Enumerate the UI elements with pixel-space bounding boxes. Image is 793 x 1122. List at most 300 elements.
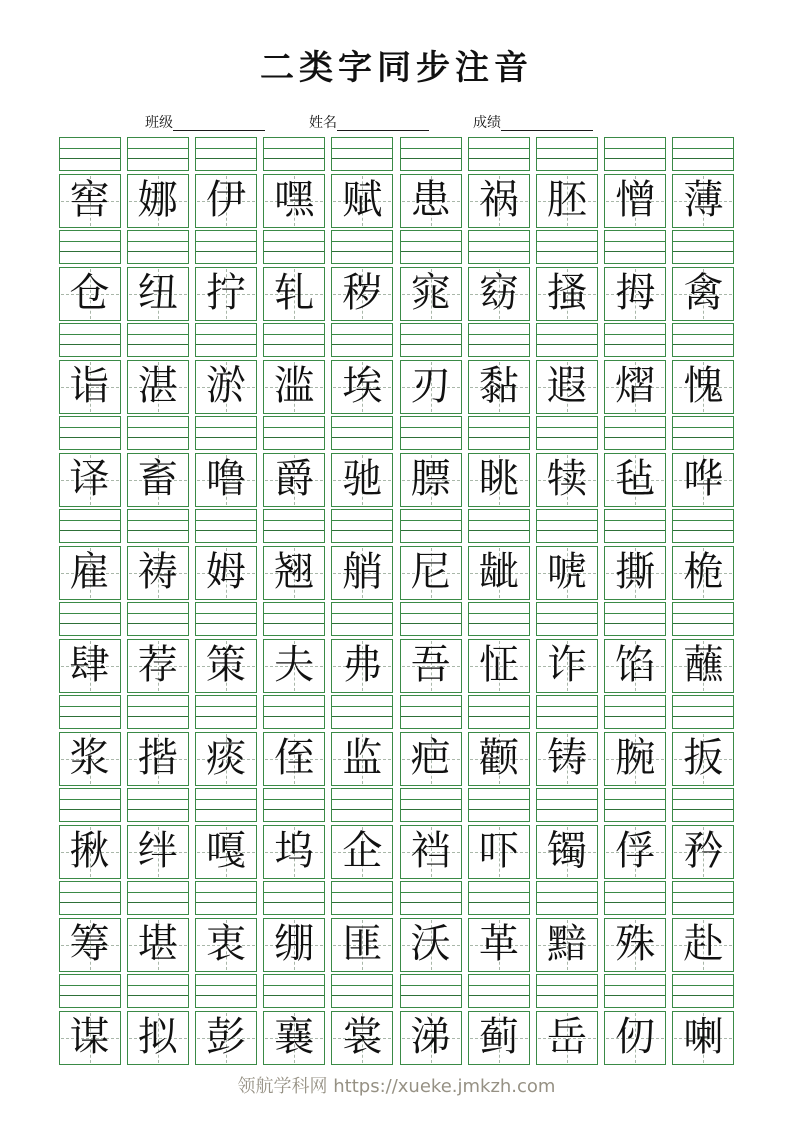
grid-cell (127, 974, 189, 1065)
character: 爵 (274, 456, 315, 502)
character: 喇 (683, 1014, 724, 1060)
pinyin-writing-box (604, 323, 666, 357)
pinyin-writing-box (263, 788, 325, 822)
character: 淤 (205, 363, 246, 409)
character: 匪 (342, 921, 383, 967)
grid-cell (672, 416, 734, 507)
grid-cell (536, 416, 598, 507)
character: 哗 (683, 456, 724, 502)
pinyin-writing-box (195, 416, 257, 450)
character: 侄 (274, 735, 315, 781)
character: 绊 (137, 828, 178, 874)
character-box (59, 453, 121, 507)
character-box (263, 732, 325, 786)
character-box (468, 918, 530, 972)
name-label: 姓名 (309, 115, 337, 131)
character: 荐 (137, 642, 178, 688)
character: 祷 (137, 549, 178, 595)
character: 驰 (342, 456, 383, 502)
character-box (263, 546, 325, 600)
character: 赴 (683, 921, 724, 967)
character-box (59, 1011, 121, 1065)
grid-cell (127, 788, 189, 879)
grid-cell (195, 695, 257, 786)
character-box (59, 267, 121, 321)
grid-cell (400, 323, 462, 414)
character-box (195, 1011, 257, 1065)
grid-cell (331, 974, 393, 1065)
pinyin-writing-box (195, 509, 257, 543)
grid-cell (468, 974, 530, 1065)
character-box (59, 174, 121, 228)
character-box (604, 546, 666, 600)
pinyin-writing-box (331, 881, 393, 915)
character-box (468, 546, 530, 600)
character: 艄 (342, 549, 383, 595)
grid-cell (331, 416, 393, 507)
character-box (400, 1011, 462, 1065)
character-box (127, 267, 189, 321)
character: 毡 (615, 456, 656, 502)
grid-cell (672, 788, 734, 879)
pinyin-writing-box (331, 230, 393, 264)
pinyin-writing-box (59, 137, 121, 171)
pinyin-writing-box (604, 137, 666, 171)
pinyin-writing-box (672, 230, 734, 264)
character-box (263, 825, 325, 879)
pinyin-writing-box (263, 509, 325, 543)
grid-cell (59, 416, 121, 507)
pinyin-writing-box (604, 602, 666, 636)
character-box (604, 174, 666, 228)
character-box (536, 918, 598, 972)
character-box (536, 825, 598, 879)
pinyin-writing-box (331, 695, 393, 729)
pinyin-writing-box (195, 230, 257, 264)
character-box (195, 546, 257, 600)
character: 嘿 (274, 177, 315, 223)
character: 裳 (342, 1014, 383, 1060)
grid-cell (331, 881, 393, 972)
grid-cell (127, 416, 189, 507)
character-box (127, 174, 189, 228)
grid-cell (536, 602, 598, 693)
grid-cell (400, 881, 462, 972)
pinyin-writing-box (604, 695, 666, 729)
grid-cell (59, 137, 121, 228)
grid-cell (604, 509, 666, 600)
pinyin-writing-box (263, 323, 325, 357)
grid-cell (604, 416, 666, 507)
pinyin-writing-box (400, 602, 462, 636)
grid-cell (468, 695, 530, 786)
character-box (468, 267, 530, 321)
character-box (400, 639, 462, 693)
grid-cell (536, 974, 598, 1065)
pinyin-writing-box (263, 602, 325, 636)
grid-cell (195, 416, 257, 507)
pinyin-writing-box (331, 416, 393, 450)
character-box (59, 918, 121, 972)
pinyin-writing-box (400, 788, 462, 822)
grid-cell (468, 416, 530, 507)
character-box (672, 825, 734, 879)
character-box (59, 360, 121, 414)
pinyin-writing-box (672, 881, 734, 915)
grid-cell (400, 416, 462, 507)
character: 拟 (137, 1014, 178, 1060)
character-box (400, 546, 462, 600)
character-box (331, 360, 393, 414)
character: 雇 (69, 549, 110, 595)
character: 湛 (137, 363, 178, 409)
grid-cell (59, 602, 121, 693)
pinyin-writing-box (604, 509, 666, 543)
score-blank-line (501, 116, 593, 131)
character: 伊 (205, 177, 246, 223)
character: 肆 (69, 642, 110, 688)
grid-cell (400, 230, 462, 321)
character-box (127, 453, 189, 507)
pinyin-writing-box (195, 974, 257, 1008)
character: 坞 (274, 828, 315, 874)
pinyin-writing-box (331, 509, 393, 543)
grid-cell (195, 137, 257, 228)
character-box (127, 1011, 189, 1065)
grid-cell (400, 602, 462, 693)
character-box (672, 360, 734, 414)
pinyin-writing-box (127, 323, 189, 357)
character-box (331, 174, 393, 228)
character: 秽 (342, 270, 383, 316)
character-box (468, 1011, 530, 1065)
grid-cell (604, 974, 666, 1065)
character-box (59, 546, 121, 600)
character-box (672, 267, 734, 321)
character: 畜 (137, 456, 178, 502)
pinyin-writing-box (672, 509, 734, 543)
pinyin-writing-box (672, 323, 734, 357)
grid-cell (195, 509, 257, 600)
grid-cell (604, 323, 666, 414)
character: 搔 (547, 270, 588, 316)
grid-cell (672, 230, 734, 321)
grid-cell (127, 323, 189, 414)
character: 谋 (69, 1014, 110, 1060)
grid-cell (127, 137, 189, 228)
character-box (59, 825, 121, 879)
character: 患 (410, 177, 451, 223)
pinyin-writing-box (604, 416, 666, 450)
pinyin-writing-box (400, 509, 462, 543)
pinyin-writing-box (331, 323, 393, 357)
name-blank-line (337, 116, 429, 131)
character-box (127, 918, 189, 972)
character: 衷 (205, 921, 246, 967)
grid-cell (468, 137, 530, 228)
character: 弗 (342, 642, 383, 688)
pinyin-writing-box (468, 416, 530, 450)
character-box (672, 546, 734, 600)
character: 噜 (205, 456, 246, 502)
character: 译 (69, 456, 110, 502)
character-box (604, 918, 666, 972)
grid-cell (604, 602, 666, 693)
character: 熠 (615, 363, 656, 409)
character-box (127, 639, 189, 693)
grid-cell (331, 509, 393, 600)
pinyin-writing-box (468, 509, 530, 543)
character: 绷 (274, 921, 315, 967)
grid-cell (263, 509, 325, 600)
pinyin-writing-box (536, 602, 598, 636)
grid-cell (263, 602, 325, 693)
character-box (331, 1011, 393, 1065)
character-box (672, 1011, 734, 1065)
character: 俘 (615, 828, 656, 874)
grid-cell (468, 509, 530, 600)
character-box (468, 174, 530, 228)
character-box (195, 918, 257, 972)
character-box (672, 918, 734, 972)
grid-cell (604, 881, 666, 972)
grid-cell (263, 695, 325, 786)
character-box (604, 825, 666, 879)
character: 娜 (137, 177, 178, 223)
character-box (331, 825, 393, 879)
pinyin-writing-box (127, 881, 189, 915)
character-box (672, 453, 734, 507)
pinyin-writing-box (400, 695, 462, 729)
character: 策 (205, 642, 246, 688)
grid-cell (672, 509, 734, 600)
character: 殊 (615, 921, 656, 967)
character: 沃 (410, 921, 451, 967)
character-box (536, 1011, 598, 1065)
pinyin-writing-box (536, 323, 598, 357)
pinyin-writing-box (127, 230, 189, 264)
pinyin-writing-box (195, 137, 257, 171)
character: 涕 (410, 1014, 451, 1060)
grid-cell (331, 230, 393, 321)
character: 揪 (69, 828, 110, 874)
character-box (127, 825, 189, 879)
pinyin-writing-box (263, 881, 325, 915)
score-label: 成绩 (473, 115, 501, 131)
character: 裆 (410, 828, 451, 874)
pinyin-writing-box (59, 602, 121, 636)
character-box (331, 732, 393, 786)
character-box (127, 546, 189, 600)
character: 革 (478, 921, 519, 967)
character: 彭 (205, 1014, 246, 1060)
pinyin-writing-box (127, 602, 189, 636)
character-box (59, 732, 121, 786)
character: 桅 (683, 549, 724, 595)
character-box (400, 267, 462, 321)
character-box (263, 453, 325, 507)
grid-cell (59, 695, 121, 786)
character: 怔 (478, 642, 519, 688)
character: 疤 (410, 735, 451, 781)
pinyin-writing-box (468, 602, 530, 636)
character-box (604, 360, 666, 414)
character: 筹 (69, 921, 110, 967)
grid-cell (536, 509, 598, 600)
class-field (145, 116, 265, 131)
character-box (263, 360, 325, 414)
character: 蓟 (478, 1014, 519, 1060)
character-box (331, 267, 393, 321)
pinyin-writing-box (536, 695, 598, 729)
character: 拇 (615, 270, 656, 316)
character: 拧 (205, 270, 246, 316)
character-box (604, 639, 666, 693)
character: 犊 (547, 456, 588, 502)
pinyin-writing-box (331, 788, 393, 822)
class-label: 班级 (145, 115, 173, 131)
pinyin-writing-box (468, 137, 530, 171)
grid-cell (59, 230, 121, 321)
character: 胚 (547, 177, 588, 223)
character: 堪 (137, 921, 178, 967)
pinyin-writing-box (195, 881, 257, 915)
character: 揩 (137, 735, 178, 781)
character-box (195, 453, 257, 507)
character: 监 (342, 735, 383, 781)
grid-cell (195, 230, 257, 321)
grid-cell (672, 974, 734, 1065)
grid-cell (400, 137, 462, 228)
character: 腕 (615, 735, 656, 781)
character: 祸 (478, 177, 519, 223)
grid-cell (400, 695, 462, 786)
character: 颧 (478, 735, 519, 781)
character: 愧 (683, 363, 724, 409)
grid-cell (468, 602, 530, 693)
character: 翘 (274, 549, 315, 595)
pinyin-writing-box (468, 974, 530, 1008)
pinyin-writing-box (127, 788, 189, 822)
character: 岳 (547, 1014, 588, 1060)
grid-cell (536, 788, 598, 879)
grid-cell (195, 788, 257, 879)
grid-cell (331, 602, 393, 693)
grid-cell (672, 881, 734, 972)
pinyin-writing-box (127, 509, 189, 543)
pinyin-writing-box (195, 788, 257, 822)
character: 矜 (683, 828, 724, 874)
character-box (536, 267, 598, 321)
grid-cell (331, 695, 393, 786)
character-box (604, 732, 666, 786)
character-grid (59, 137, 735, 1065)
character-box (263, 918, 325, 972)
character-box (400, 360, 462, 414)
pinyin-writing-box (59, 509, 121, 543)
character: 刃 (410, 363, 451, 409)
grid-cell (536, 881, 598, 972)
grid-cell (400, 974, 462, 1065)
grid-cell (127, 509, 189, 600)
pinyin-writing-box (536, 788, 598, 822)
character-box (400, 174, 462, 228)
pinyin-writing-box (604, 881, 666, 915)
grid-cell (331, 137, 393, 228)
character-box (400, 453, 462, 507)
pinyin-writing-box (195, 695, 257, 729)
grid-cell (468, 881, 530, 972)
grid-cell (195, 323, 257, 414)
grid-cell (59, 788, 121, 879)
character: 薄 (683, 177, 724, 223)
name-field (309, 116, 429, 131)
character-box (672, 639, 734, 693)
pinyin-writing-box (263, 974, 325, 1008)
character: 镯 (547, 828, 588, 874)
character-box (331, 918, 393, 972)
pinyin-writing-box (331, 974, 393, 1008)
pinyin-writing-box (400, 137, 462, 171)
grid-cell (59, 509, 121, 600)
character-box (604, 1011, 666, 1065)
character: 膘 (410, 456, 451, 502)
character: 龇 (478, 549, 519, 595)
pinyin-writing-box (536, 974, 598, 1008)
character: 诈 (547, 642, 588, 688)
character-box (331, 639, 393, 693)
grid-cell (263, 230, 325, 321)
character: 铸 (547, 735, 588, 781)
pinyin-writing-box (59, 881, 121, 915)
grid-cell (400, 788, 462, 879)
character: 眺 (478, 456, 519, 502)
class-blank-line (173, 116, 265, 131)
character-box (536, 639, 598, 693)
character-box (536, 732, 598, 786)
watermark: 领航学科网 https://xueke.jmkzh.com (237, 1076, 556, 1097)
pinyin-writing-box (127, 695, 189, 729)
grid-cell (536, 137, 598, 228)
character-box (59, 639, 121, 693)
student-info-header (0, 109, 793, 131)
character: 仓 (69, 270, 110, 316)
pinyin-writing-box (400, 881, 462, 915)
pinyin-writing-box (536, 137, 598, 171)
character: 吓 (478, 828, 519, 874)
grid-cell (127, 230, 189, 321)
character-box (400, 918, 462, 972)
character: 嘎 (205, 828, 246, 874)
grid-cell (604, 788, 666, 879)
character: 襄 (274, 1014, 315, 1060)
pinyin-writing-box (468, 230, 530, 264)
grid-cell (536, 230, 598, 321)
pinyin-writing-box (536, 509, 598, 543)
pinyin-writing-box (127, 416, 189, 450)
grid-cell (59, 881, 121, 972)
pinyin-writing-box (536, 230, 598, 264)
grid-cell (468, 323, 530, 414)
character-box (604, 267, 666, 321)
character-box (195, 267, 257, 321)
grid-cell (468, 230, 530, 321)
grid-cell (604, 230, 666, 321)
character: 浆 (69, 735, 110, 781)
pinyin-writing-box (468, 695, 530, 729)
character-box (468, 453, 530, 507)
pinyin-writing-box (672, 974, 734, 1008)
